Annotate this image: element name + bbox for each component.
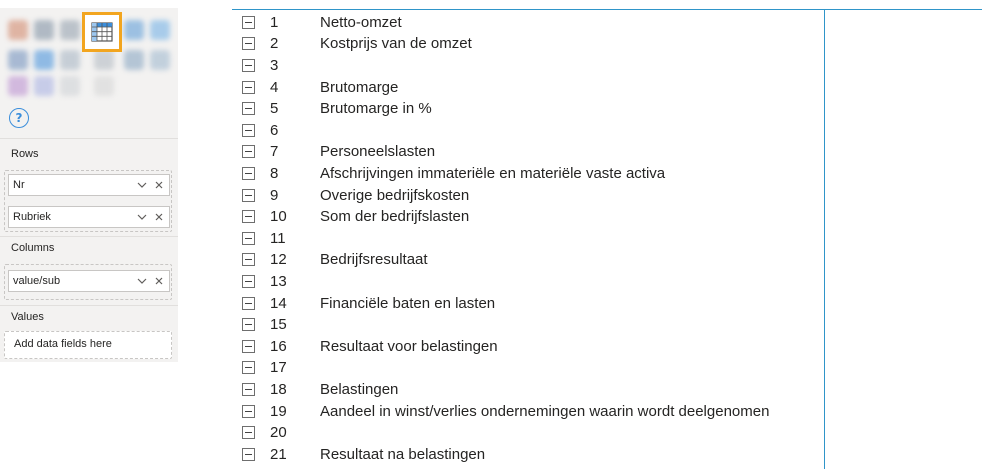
matrix-row xyxy=(232,98,824,120)
row-nr: 6 xyxy=(270,121,279,139)
matrix-row xyxy=(232,444,824,466)
rows-label: Rows xyxy=(11,148,39,160)
row-nr: 10 xyxy=(270,208,287,226)
collapse-icon[interactable] xyxy=(242,253,255,266)
help-icon[interactable]: ? xyxy=(9,108,29,128)
close-icon[interactable] xyxy=(152,274,166,288)
collapse-icon[interactable] xyxy=(242,189,255,202)
matrix-row xyxy=(232,76,824,98)
visual-icon[interactable] xyxy=(8,50,28,70)
values-well[interactable] xyxy=(4,331,172,359)
matrix-row xyxy=(232,206,824,228)
row-nr: 18 xyxy=(270,380,287,398)
divider xyxy=(0,138,178,139)
matrix-row xyxy=(232,228,824,250)
row-nr: 11 xyxy=(270,229,286,247)
values-label: Values xyxy=(11,311,44,323)
collapse-icon[interactable] xyxy=(242,124,255,137)
row-nr: 9 xyxy=(270,186,279,204)
visual-icon[interactable] xyxy=(124,50,144,70)
visual-icon[interactable] xyxy=(94,50,114,70)
row-nr: 1 xyxy=(270,13,279,31)
row-rubriek: Resultaat voor belastingen xyxy=(320,337,498,355)
row-nr: 15 xyxy=(270,316,287,334)
visual-icon[interactable] xyxy=(34,50,54,70)
matrix-visual[interactable] xyxy=(232,0,984,469)
matrix-icon xyxy=(91,22,113,42)
visual-icon[interactable] xyxy=(60,76,80,96)
collapse-icon[interactable] xyxy=(242,405,255,418)
matrix-visual-button[interactable] xyxy=(82,12,122,52)
columns-well[interactable] xyxy=(4,264,172,300)
row-rubriek: Bedrijfsresultaat xyxy=(320,251,428,269)
row-nr: 7 xyxy=(270,143,279,161)
field-label: Rubriek xyxy=(13,211,51,223)
matrix-row xyxy=(232,314,824,336)
row-nr: 20 xyxy=(270,424,287,442)
collapse-icon[interactable] xyxy=(242,167,255,180)
chevron-down-icon[interactable] xyxy=(135,178,149,192)
row-rubriek: Overige bedrijfskosten xyxy=(320,186,470,204)
matrix-row xyxy=(232,33,824,55)
row-nr: 17 xyxy=(270,359,287,377)
row-rubriek: Brutomarge in % xyxy=(320,100,432,118)
matrix-row xyxy=(232,379,824,401)
row-nr: 19 xyxy=(270,402,287,420)
matrix-row xyxy=(232,163,824,185)
matrix-row xyxy=(232,271,824,293)
collapse-icon[interactable] xyxy=(242,16,255,29)
values-placeholder: Add data fields here xyxy=(14,338,112,350)
columns-field-value-sub[interactable] xyxy=(8,270,170,292)
collapse-icon[interactable] xyxy=(242,210,255,223)
matrix-row xyxy=(232,336,824,358)
rows-field-nr[interactable] xyxy=(8,174,170,196)
matrix-column-line xyxy=(824,9,825,469)
matrix-header-line xyxy=(232,9,982,10)
row-nr: 8 xyxy=(270,164,279,182)
collapse-icon[interactable] xyxy=(242,340,255,353)
collapse-icon[interactable] xyxy=(242,297,255,310)
row-rubriek: Som der bedrijfslasten xyxy=(320,208,470,226)
collapse-icon[interactable] xyxy=(242,145,255,158)
row-nr: 14 xyxy=(270,294,287,312)
collapse-icon[interactable] xyxy=(242,37,255,50)
row-rubriek: Personeelslasten xyxy=(320,143,436,161)
visual-icon[interactable] xyxy=(8,76,28,96)
row-nr: 16 xyxy=(270,337,287,355)
row-rubriek: Afschrijvingen immateriële en materiële vaste activa xyxy=(320,164,666,182)
collapse-icon[interactable] xyxy=(242,59,255,72)
rows-well[interactable] xyxy=(4,170,172,232)
visual-icon[interactable] xyxy=(60,20,80,40)
matrix-row xyxy=(232,249,824,271)
row-nr: 3 xyxy=(270,56,279,74)
matrix-row xyxy=(232,422,824,444)
visual-icon[interactable] xyxy=(60,50,80,70)
visual-icon[interactable] xyxy=(34,76,54,96)
chevron-down-icon[interactable] xyxy=(135,210,149,224)
matrix-row xyxy=(232,292,824,314)
row-rubriek: Financiële baten en lasten xyxy=(320,294,496,312)
matrix-row xyxy=(232,357,824,379)
collapse-icon[interactable] xyxy=(242,318,255,331)
matrix-row xyxy=(232,55,824,77)
visualizations-pane xyxy=(0,8,178,362)
collapse-icon[interactable] xyxy=(242,383,255,396)
collapse-icon[interactable] xyxy=(242,448,255,461)
row-nr: 12 xyxy=(270,251,287,269)
row-nr: 13 xyxy=(270,272,287,290)
collapse-icon[interactable] xyxy=(242,361,255,374)
columns-label: Columns xyxy=(11,242,55,254)
visual-icon[interactable] xyxy=(8,20,28,40)
divider xyxy=(0,236,178,237)
matrix-row xyxy=(232,12,824,34)
matrix-row xyxy=(232,400,824,422)
visual-icon[interactable] xyxy=(94,76,114,96)
row-nr: 5 xyxy=(270,100,279,118)
row-rubriek: Brutomarge xyxy=(320,78,399,96)
row-rubriek: Resultaat na belastingen xyxy=(320,445,486,463)
collapse-icon[interactable] xyxy=(242,232,255,245)
row-nr: 21 xyxy=(270,445,287,463)
matrix-row xyxy=(232,184,824,206)
visual-icon[interactable] xyxy=(124,20,144,40)
field-label: Nr xyxy=(13,179,25,191)
collapse-icon[interactable] xyxy=(242,426,255,439)
row-rubriek: Netto-omzet xyxy=(320,13,402,31)
collapse-icon[interactable] xyxy=(242,102,255,115)
collapse-icon[interactable] xyxy=(242,275,255,288)
visual-type-gallery xyxy=(0,8,178,100)
matrix-row xyxy=(232,141,824,163)
chevron-down-icon[interactable] xyxy=(135,274,149,288)
row-nr: 2 xyxy=(270,35,279,53)
visual-icon[interactable] xyxy=(150,20,170,40)
row-rubriek: Belastingen xyxy=(320,380,399,398)
visual-icon[interactable] xyxy=(34,20,54,40)
row-rubriek: Aandeel in winst/verlies ondernemingen waarin wordt deelgenomen xyxy=(320,402,770,420)
close-icon[interactable] xyxy=(152,178,166,192)
visual-icon[interactable] xyxy=(150,50,170,70)
divider xyxy=(0,305,178,306)
matrix-row xyxy=(232,120,824,142)
close-icon[interactable] xyxy=(152,210,166,224)
rows-field-rubriek[interactable] xyxy=(8,206,170,228)
collapse-icon[interactable] xyxy=(242,81,255,94)
field-label: value/sub xyxy=(13,275,61,287)
row-nr: 4 xyxy=(270,78,279,96)
row-rubriek: Kostprijs van de omzet xyxy=(320,35,472,53)
